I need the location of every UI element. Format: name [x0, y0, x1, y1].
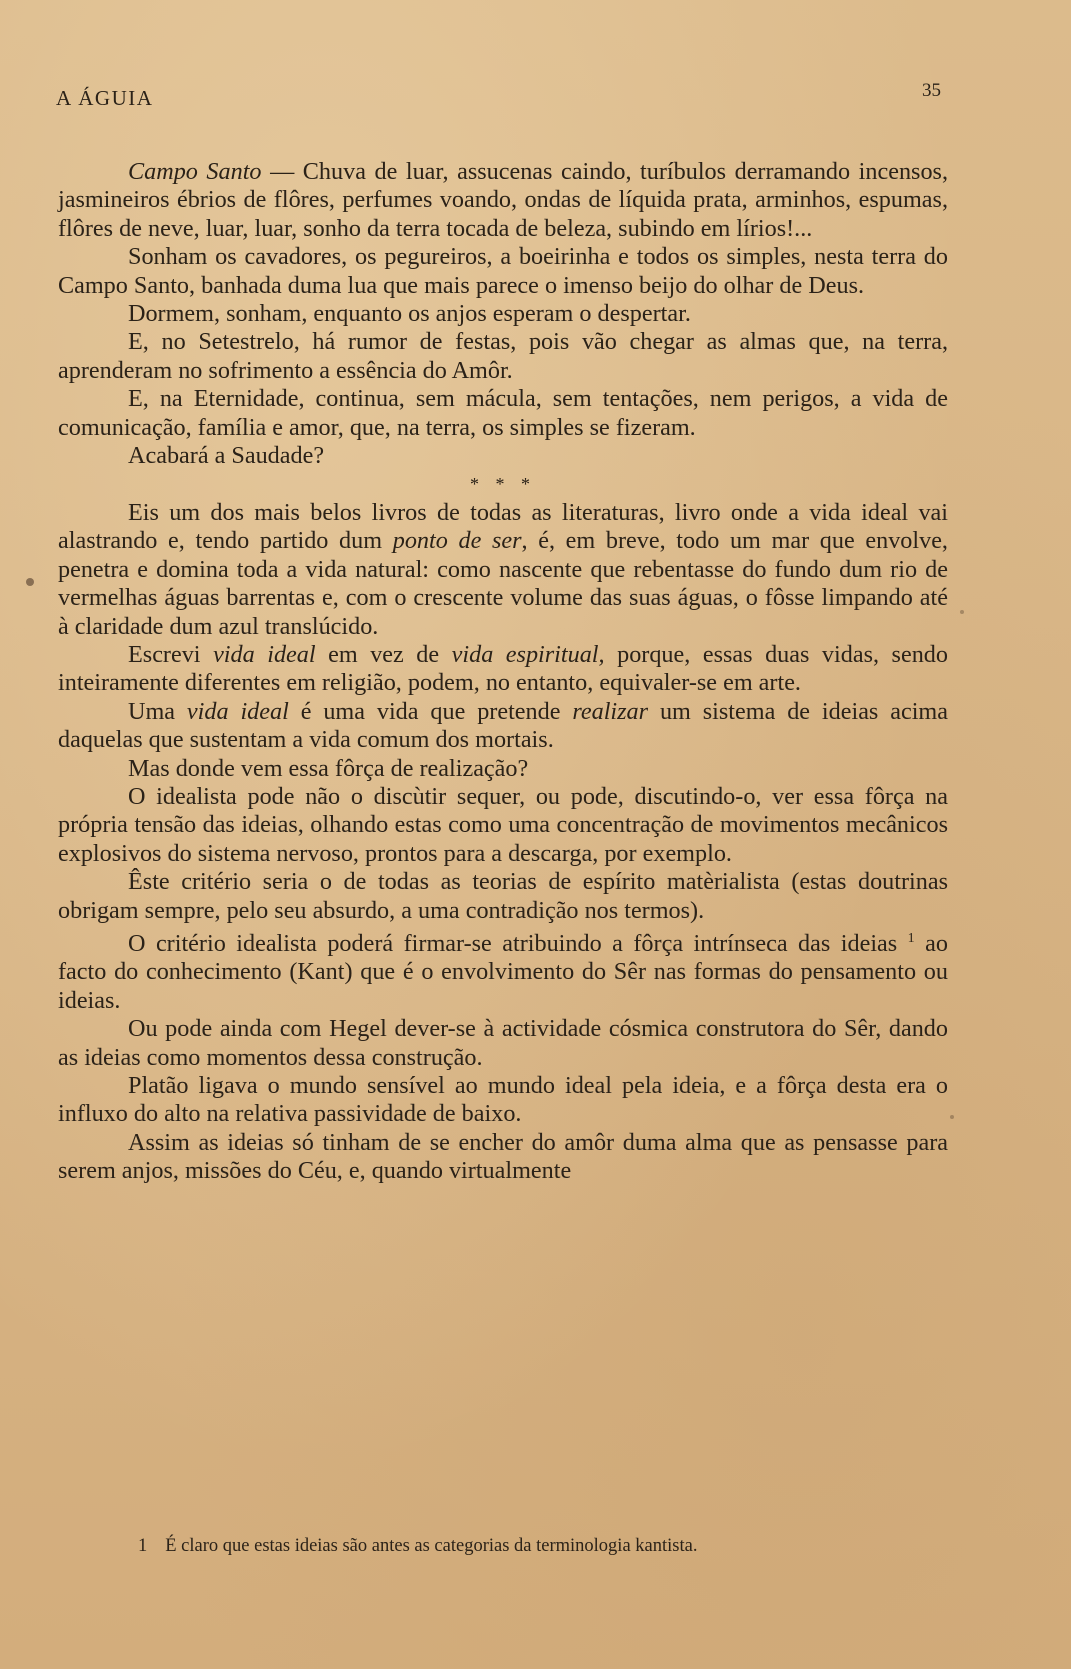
paragraph-text: Uma: [128, 697, 187, 725]
emphasis-text: realizar: [572, 697, 649, 725]
paper-speck: [26, 578, 34, 586]
page-number: 35: [922, 80, 941, 101]
paragraph: Sonham os cavadores, os pegureiros, a boeirinha e todos os simples, nesta terra do Campo Santo, banhada duma lua que mais parece o imenso beijo do olhar de Deus.: [58, 243, 948, 299]
footnote-text: É claro que estas ideias são antes as categorias da terminologia kantista.: [165, 1536, 698, 1556]
paragraph: E, na Eternidade, continua, sem mácula, sem tentações, nem perigos, a vida de comunicação, família e amor, que, na terra, os simples se fizeram.: [58, 385, 948, 441]
paragraph-lead-title: Campo Santo: [128, 158, 262, 185]
paragraph: Dormem, sonham, enquanto os anjos esperam o despertar.: [128, 300, 691, 328]
paragraph: [58, 499, 948, 641]
paragraph-text: em vez de: [315, 640, 452, 668]
paper-speck: [960, 610, 964, 614]
paragraph: [58, 698, 948, 755]
emphasis-text: vida espiritual,: [451, 640, 605, 668]
paragraph: Êste critério seria o de todas as teorias de espírito matèrialista (estas doutrinas obrigam sempre, pelo seu absurdo, a uma contradição nos termos).: [58, 868, 948, 924]
paragraph: Acabará a Saudade?: [128, 442, 325, 470]
paragraph-text: um sistema de ideias acima daquelas que sustentam a vida comum dos mortais.: [58, 697, 948, 754]
paragraph: Platão ligava o mundo sensível ao mundo ideal pela ideia, e a fôrça desta era o influxo do alto na relativa passividade de baixo.: [58, 1072, 948, 1128]
paragraph: O idealista pode não o discùtir sequer, ou pode, discutindo-o, ver essa fôrça na própria tensão das ideias, olhando estas como uma concentração de movimentos mecânicos explosivos do sistema nervoso, prontos para a descarga, por exemplo.: [58, 782, 948, 867]
page-header: [56, 80, 941, 116]
paragraph-campo-santo: [58, 158, 948, 243]
paragraph-text: — Chuva de luar, assucenas caindo, turíbulos derramando incensos, jasmineiros ébrios de flôres, perfumes voando, ondas de líquida prata, arminhos, espumas, flôres de neve, luar, luar, sonho da terra tocada de beleza, subindo em lírios!...: [58, 158, 948, 242]
paragraph: [58, 925, 948, 1015]
running-title: A ÁGUIA: [56, 86, 154, 110]
footnote-reference[interactable]: 1: [907, 930, 915, 946]
emphasis-text: vida ideal: [213, 640, 316, 668]
paragraph-text: é uma vida que pretende: [288, 697, 573, 725]
emphasis-text: vida ideal: [186, 697, 289, 725]
paragraph: [58, 641, 948, 698]
paragraph: Mas donde vem essa fôrça de realização?: [128, 754, 529, 782]
paragraph: Ou pode ainda com Hegel dever-se à actividade cósmica construtora do Sêr, dando as ideias como momentos dessa construção.: [58, 1015, 948, 1071]
paragraph-text: Eis um dos mais belos livros de todas as literaturas, livro onde a vida ideal vai alastrando e, tendo partido dum: [58, 498, 948, 555]
paragraph: Assim as ideias só tinham de se encher do amôr duma alma que as pensasse para serem anjos, missões do Céu, e, quando virtualmente: [58, 1128, 948, 1185]
paragraph-text: , é, em breve, todo um mar que envolve, penetra e domina toda a vida natural: como nascente que rebentasse do fundo dum rio de vermelhas águas barrentas e, com o crescente volume das suas águas, o fôsse limpando até à claridade dum azul translúcido.: [58, 527, 948, 640]
paragraph-text: O critério idealista poderá firmar-se atribuindo a fôrça intrínseca das ideias: [128, 930, 908, 958]
paper-speck: [950, 1115, 954, 1119]
footnote: [138, 1536, 958, 1557]
paragraph-text: Escrevi: [128, 640, 214, 668]
body-text: [58, 158, 948, 1186]
paragraph-text: porque, essas duas vidas, sendo inteiramente diferentes em religião, podem, no entanto, equivaler-se em arte.: [58, 640, 948, 697]
paragraph: E, no Setestrelo, há rumor de festas, pois vão chegar as almas que, na terra, aprenderam no sofrimento a essência do Amôr.: [58, 328, 948, 384]
paragraph-text: ao facto do conhecimento (Kant) que é o envolvimento do Sêr nas formas do pensamento ou ideias.: [58, 930, 948, 1014]
emphasis-text: ponto de ser: [392, 527, 522, 555]
footnote-number: 1: [138, 1536, 148, 1556]
section-break: * * *: [470, 474, 536, 495]
